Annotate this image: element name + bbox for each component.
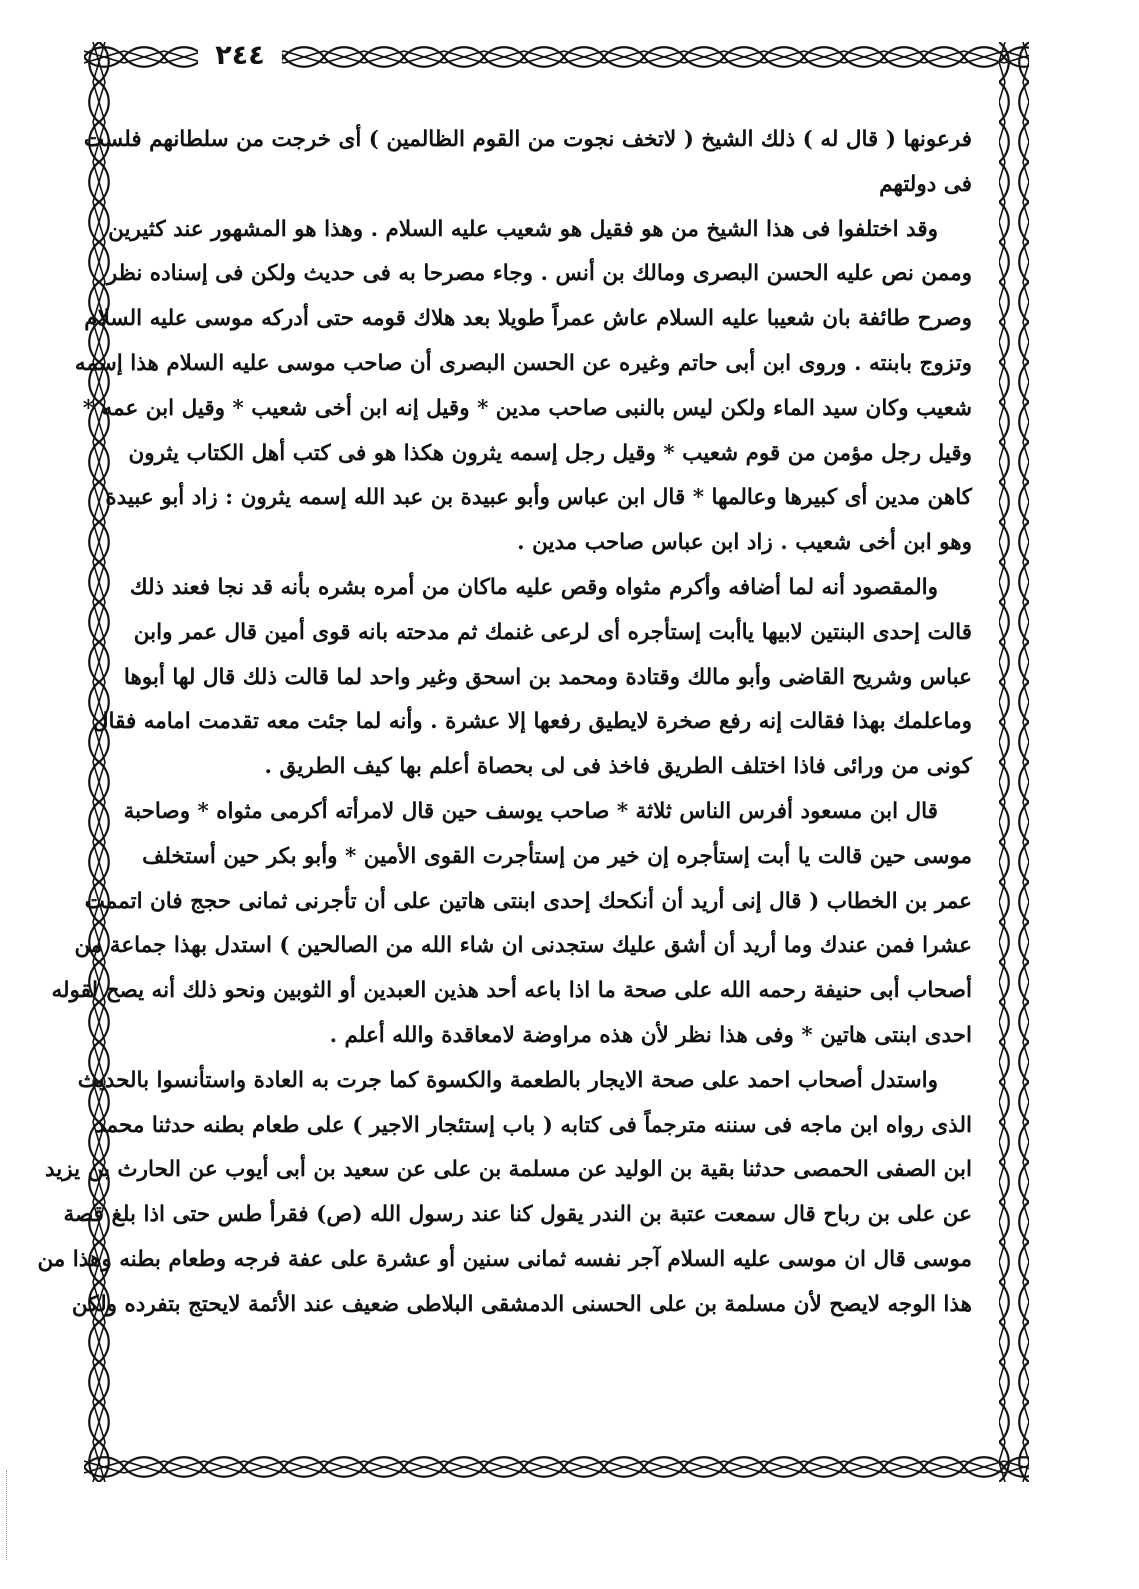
text-line: كاهن مدين أى كبيرها وعالمها * قال ابن عباس وأبو عبيدة بن عبد الله إسمه يثرون : زاد أبو عبيدة <box>105 485 972 511</box>
text-line: كونى من ورائى فاذا اختلف الطريق فاخذ فى لى بحصاة أعلم بها كيف الطريق . <box>264 754 972 780</box>
text-line: عباس وشريح القاضى وأبو مالك وقتادة ومحمد بن اسحق وغير واحد لما قالت ذلك قال لها أبوها <box>123 664 972 690</box>
text-line: وقد اختلفوا فى هذا الشيخ من هو فقيل هو شعيب عليه السلام . وهذا هو المشهور عند كثيرين <box>108 216 938 242</box>
text-line: قالت إحدى البنتين لابيها ياأبت إستأجره أى لرعى غنمك ثم مدحته بانه قوى أمين قال عمر وابن <box>133 619 972 645</box>
scan-edge-mark <box>6 1470 10 1560</box>
page-number: ٢٤٤ <box>198 36 282 76</box>
text-line: عمر بن الخطاب ( قال إنى أريد أن أنكحك إحدى ابنتى هاتين على أن تأجرنى ثمانى حجج فان اتممت <box>84 888 972 914</box>
text-line: وتزوج بابنته . وروى ابن أبى حاتم وغيره عن الحسن البصرى أن صاحب موسى عليه السلام هذا إسمه <box>74 350 972 376</box>
text-line: موسى حين قالت يا أبت إستأجره إن خير من إستأجرت القوى الأمين * وأبو بكر حين أستخلف <box>142 843 972 869</box>
text-line: ابن الصفى الحمصى حدثنا بقية بن الوليد عن مسلمة بن على عن سعيد بن أبى أيوب عن الحارث بن يزيد <box>45 1157 972 1183</box>
text-line: وممن نص عليه الحسن البصرى ومالك بن أنس . وجاء مصرحا به فى حديث ولكن فى إسناده نظر <box>106 261 972 287</box>
text-line: قال ابن مسعود أفرس الناس ثلاثة * صاحب يوسف حين قال لامرأته أكرمى مثواه * وصاحبة <box>123 798 938 824</box>
text-line: احدى ابنتى هاتين * وفى هذا نظر لأن هذه مراوضة لامعاقدة والله أعلم . <box>329 1022 972 1048</box>
text-line: عن على بن رباح قال سمعت عتبة بن الندر يقول كنا عند رسول الله (ص) فقرأ طس حتى اذا بلغ قصة <box>63 1202 972 1228</box>
text-line: فرعونها ( قال له ) ذلك الشيخ ( لاتخف نجوت من القوم الظالمين ) أى خرجت من سلطانهم فلست <box>83 127 972 152</box>
text-line: وقيل رجل مؤمن من قوم شعيب * وقيل رجل إسمه يثرون هكذا هو فى كتب أهل الكتاب يثرون <box>128 440 972 466</box>
text-line: أصحاب أبى حنيفة رحمه الله على صحة ما اذا باعه أحد هذين العبدين أو الثوبين ونحو ذلك أنه يصح لقوله <box>51 978 972 1004</box>
body-text <box>37 118 972 1328</box>
text-line: والمقصود أنه لما أضافه وأكرم مثواه وقص عليه ماكان من أمره بشره بأنه قد نجا فعند ذلك <box>129 574 938 600</box>
text-line: وماعلمك بهذا فقالت إنه رفع صخرة لايطيق رفعها إلا عشرة . وأنه لما جئت معه تقدمت امامه فقال <box>92 709 972 735</box>
text-line: وصرح طائفة بان شعيبا عليه السلام عاش عمراً طويلا بعد هلاك قومه حتى أدركه موسى عليه السلام <box>84 306 972 332</box>
text-line: واستدل أصحاب احمد على صحة الايجار بالطعمة والكسوة كما جرت به العادة واستأنسوا بالحديث <box>77 1067 938 1093</box>
text-line: الذى رواه ابن ماجه فى سننه مترجماً فى كتابه ( باب إستئجار الاجير ) على طعام بطنه حدثنا محمد <box>95 1112 972 1138</box>
text-line: فى دولتهم <box>879 171 972 197</box>
text-line: عشرا فمن عندك وما أريد أن أشق عليك ستجدنى ان شاء الله من الصالحين ) استدل بهذا جماعة من <box>74 933 972 959</box>
text-line: موسى قال ان موسى عليه السلام آجر نفسه ثمانى سنين أو عشرة على عفة فرجه وطعام بطنه وهذا من <box>37 1246 972 1272</box>
text-line: شعيب وكان سيد الماء ولكن ليس بالنبى صاحب مدين * وقيل إنه ابن أخى شعيب * وقيل ابن عمه * <box>82 395 972 421</box>
text-line: هذا الوجه لايصح لأن مسلمة بن على الحسنى الدمشقى البلاطى ضعيف عند الأئمة لايحتج بتفرده ولكن <box>71 1291 972 1317</box>
text-line: وهو ابن أخى شعيب . زاد ابن عباس صاحب مدين . <box>517 530 972 556</box>
